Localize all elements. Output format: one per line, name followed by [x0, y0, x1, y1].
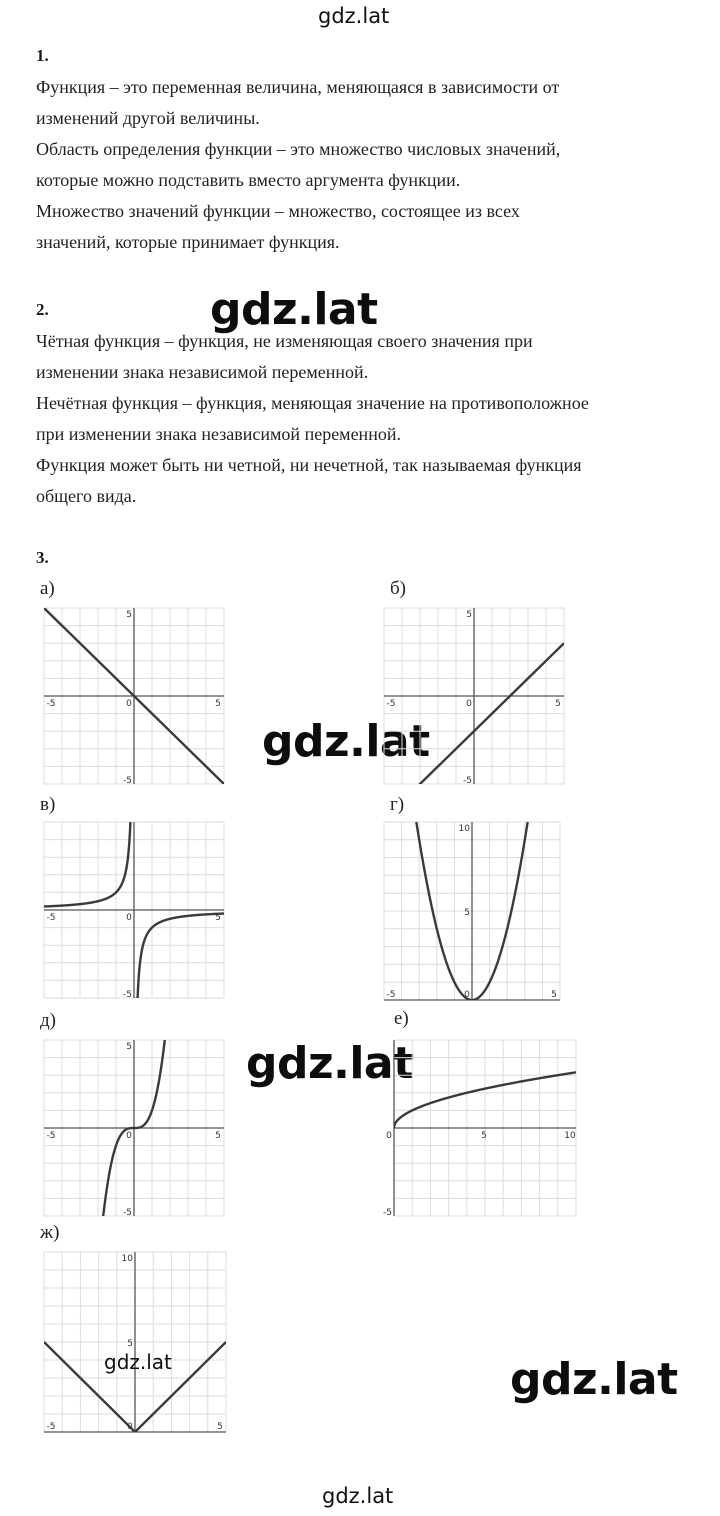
- graph-label-d: д): [40, 1010, 56, 1031]
- watermark-in-graph: gdz.lat: [104, 1350, 172, 1374]
- section-number-2: 2.: [36, 300, 49, 319]
- tick-label: 5: [126, 1042, 132, 1052]
- tick-label: -5: [46, 1422, 56, 1432]
- tick-label: 0: [127, 1422, 133, 1432]
- watermark-bottom: gdz.lat: [322, 1484, 394, 1508]
- tick-label: 10: [458, 824, 470, 834]
- graph-g: [384, 822, 560, 1000]
- section2-text: [36, 326, 686, 512]
- graph-label-a: а): [40, 578, 55, 599]
- graph-a: [44, 608, 224, 784]
- watermark-big: gdz.lat: [210, 284, 378, 335]
- tick-label: 0: [466, 699, 472, 709]
- function-curve: [411, 643, 564, 789]
- tick-label: -5: [123, 1208, 132, 1218]
- tick-label: -5: [123, 776, 132, 786]
- tick-label: 5: [215, 699, 221, 709]
- text-line: Множество значений функции – множество, состоящее из всех: [36, 201, 520, 221]
- graph-e: [383, 1040, 576, 1218]
- tick-label: 5: [464, 908, 470, 918]
- tick-label: -5: [383, 1208, 392, 1218]
- section-number-3: 3.: [36, 548, 49, 567]
- tick-label: 5: [127, 1339, 133, 1349]
- text-line: Функция – это переменная величина, меняющаяся в зависимости от: [36, 77, 560, 97]
- watermark-big: gdz.lat: [510, 1354, 678, 1405]
- tick-label: 5: [215, 1131, 221, 1141]
- tick-label: -5: [463, 776, 472, 786]
- tick-label: 0: [126, 699, 132, 709]
- tick-label: -5: [386, 990, 396, 1000]
- text-line: Чётная функция – функция, не изменяющая своего значения при: [36, 331, 533, 351]
- text-line: изменении знака независимой переменной.: [36, 362, 369, 382]
- text-line: которые можно подставить вместо аргумента функции.: [36, 170, 461, 190]
- tick-label: 5: [481, 1131, 487, 1141]
- watermark-top: gdz.lat: [318, 4, 390, 28]
- tick-label: 10: [121, 1254, 133, 1264]
- text-line: изменений другой величины.: [36, 108, 260, 128]
- tick-label: -5: [123, 990, 132, 1000]
- graph-label-e: е): [394, 1008, 409, 1029]
- tick-label: 0: [126, 913, 132, 923]
- tick-label: 5: [555, 699, 561, 709]
- tick-label: -5: [46, 699, 56, 709]
- tick-label: 5: [551, 990, 557, 1000]
- graph-zh: [44, 1252, 226, 1432]
- graph-label-zh: ж): [40, 1222, 60, 1243]
- graph-label-b: б): [390, 578, 406, 599]
- text-line: общего вида.: [36, 486, 137, 506]
- tick-label: 5: [466, 610, 472, 620]
- tick-label: 5: [215, 913, 221, 923]
- section-number-1: 1.: [36, 46, 49, 65]
- tick-label: 10: [564, 1131, 576, 1141]
- watermark-big: gdz.lat: [262, 716, 430, 767]
- tick-label: -5: [46, 1131, 56, 1141]
- graph-label-g: г): [390, 794, 405, 815]
- text-line: Функция может быть ни четной, ни нечетной, так называемая функция: [36, 455, 582, 475]
- tick-label: 0: [386, 1131, 392, 1141]
- text-line: при изменении знака независимой переменной.: [36, 424, 401, 444]
- graph-v: [44, 822, 224, 998]
- graph-label-v: в): [40, 794, 56, 815]
- tick-label: 0: [126, 1131, 132, 1141]
- tick-label: -5: [46, 913, 56, 923]
- graph-b: [384, 608, 564, 784]
- text-line: Область определения функции – это множество числовых значений,: [36, 139, 561, 159]
- section1-text: [36, 72, 686, 258]
- text-line: Нечётная функция – функция, меняющая значение на противоположное: [36, 393, 589, 413]
- tick-label: 5: [217, 1422, 223, 1432]
- watermark-big: gdz.lat: [246, 1038, 414, 1089]
- tick-label: 5: [126, 610, 132, 620]
- tick-label: 0: [464, 990, 470, 1000]
- tick-label: -5: [386, 699, 396, 709]
- text-line: значений, которые принимает функция.: [36, 232, 340, 252]
- graph-d: [44, 1040, 224, 1216]
